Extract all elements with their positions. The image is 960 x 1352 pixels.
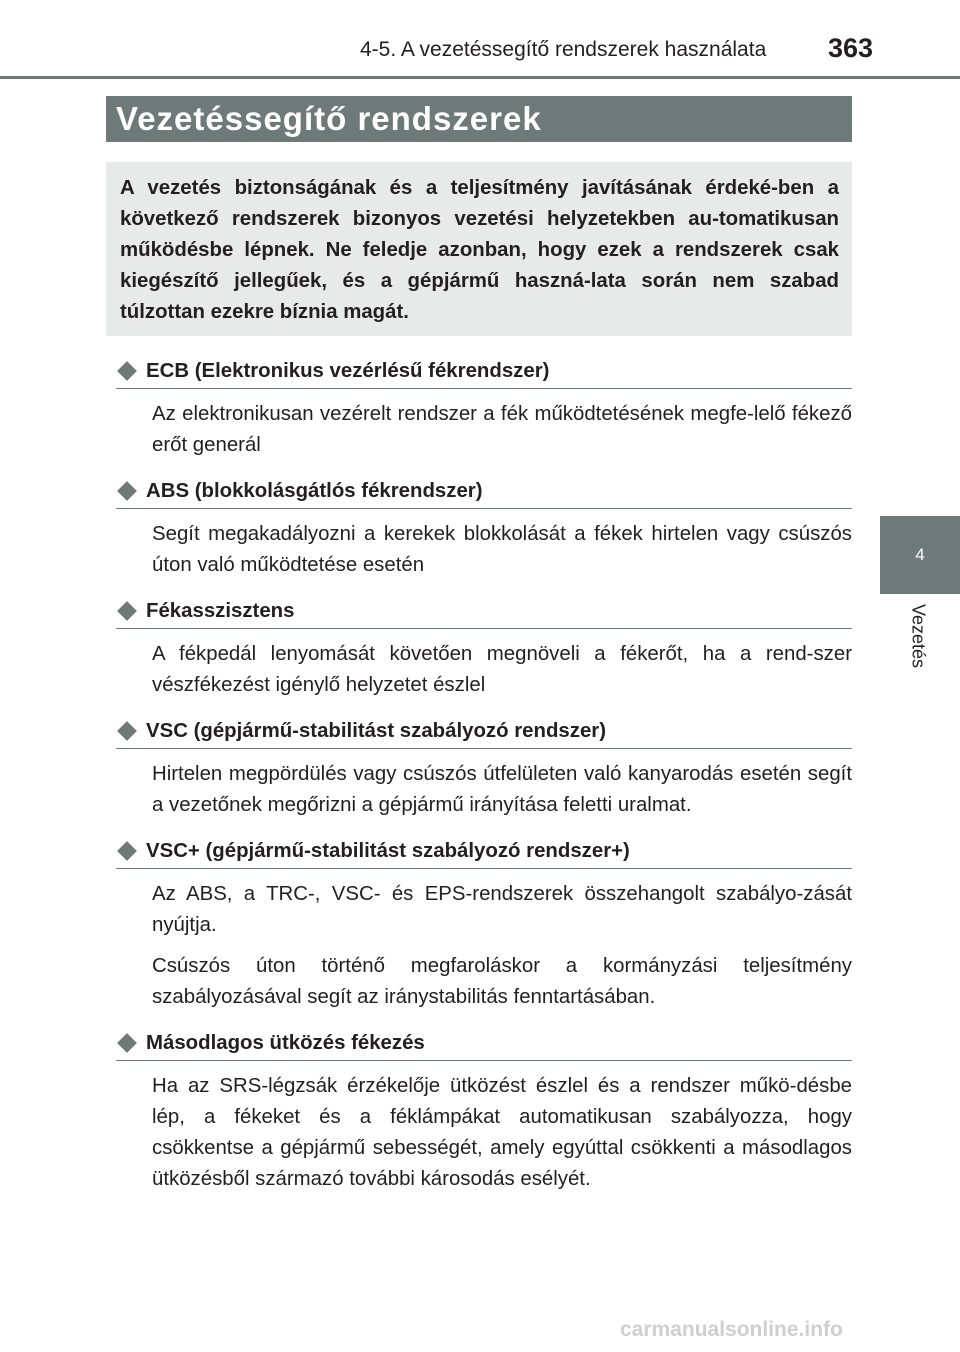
diamond-bullet-icon: [117, 361, 137, 381]
intro-box: A vezetés biztonságának és a teljesítmény javításának érdeké-ben a következő rendszerek bizonyos vezetési helyzetekben au-tomatikusan működésbe lépnek. Ne feledje azonban, hogy ezek a rendszerek csak kiegészítő jellegűek, és a gépjármű haszná-lata során nem szabad túlzottan ezekre bíznia magát.: [106, 162, 852, 336]
section-vsc: [116, 714, 852, 821]
section-heading-text: VSC+ (gépjármű-stabilitást szabályozó rendszer+): [146, 839, 630, 862]
chapter-number: 4: [915, 545, 925, 564]
diamond-bullet-icon: [117, 481, 137, 501]
section-paragraph: Hirtelen megpördülés vagy csúszós útfelületen való kanyarodás esetén segít a vezetőnek megőrizni a gépjármű irányítása feletti uralmat.: [152, 763, 852, 816]
section-paragraph: Az elektronikusan vezérelt rendszer a fék működtetésének megfe-lelő fékező erőt generál: [152, 403, 852, 456]
section-brake-assist: [116, 594, 852, 701]
section-secondary-collision-brake: [116, 1026, 852, 1195]
section-heading-text: ABS (blokkolásgátlós fékrendszer): [146, 479, 483, 502]
section-heading: [116, 834, 852, 869]
page-title: Vezetéssegítő rendszerek: [106, 96, 852, 142]
section-heading: [116, 354, 852, 389]
chapter-tab: [880, 516, 960, 594]
section-paragraph: Csúszós úton történő megfaroláskor a kormányzási teljesítmény szabályozásával segít az iránystabilitás fenntartásában.: [152, 955, 852, 1008]
page-number: 363: [828, 33, 874, 63]
section-heading-text: Fékasszisztens: [146, 599, 295, 622]
section-paragraph: Az ABS, a TRC-, VSC- és EPS-rendszerek összehangolt szabályo-zását nyújtja.: [152, 883, 852, 936]
diamond-bullet-icon: [117, 721, 137, 741]
section-paragraph: A fékpedál lenyomását követően megnöveli a fékerőt, ha a rend-szer vészfékezést igénylő helyzetet észlel: [152, 643, 852, 696]
diamond-bullet-icon: [117, 1033, 137, 1053]
chapter-label: Vezetés: [908, 604, 929, 669]
section-heading: [116, 1026, 852, 1061]
running-header: 4-5. A vezetéssegítő rendszerek használata: [360, 38, 767, 61]
watermark: carmanualsonline.info: [620, 1318, 843, 1341]
section-heading: [116, 474, 852, 509]
diamond-bullet-icon: [117, 601, 137, 621]
section-ecb: [116, 354, 852, 461]
section-heading-text: Másodlagos ütközés fékezés: [146, 1031, 425, 1054]
section-heading-text: ECB (Elektronikus vezérlésű fékrendszer): [146, 359, 550, 382]
section-paragraph: Ha az SRS-légzsák érzékelője ütközést észlel és a rendszer műkö-désbe lép, a fékeket és a féklámpákat automatikusan szabályozza, hogy csökkentse a gépjármű sebességét, amely egyúttal csökkenti a másodlagos ütközésből származó további károsodás esélyét.: [152, 1075, 852, 1190]
section-abs: [116, 474, 852, 581]
section-vsc-plus: [116, 834, 852, 1013]
section-heading-text: VSC (gépjármű-stabilitást szabályozó rendszer): [146, 719, 607, 742]
section-heading: [116, 594, 852, 629]
section-heading: [116, 714, 852, 749]
diamond-bullet-icon: [117, 841, 137, 861]
section-list: [116, 354, 852, 1208]
header-divider: [0, 76, 960, 79]
section-paragraph: Segít megakadályozni a kerekek blokkolását a fékek hirtelen vagy csúszós úton való működtetése esetén: [152, 523, 852, 576]
